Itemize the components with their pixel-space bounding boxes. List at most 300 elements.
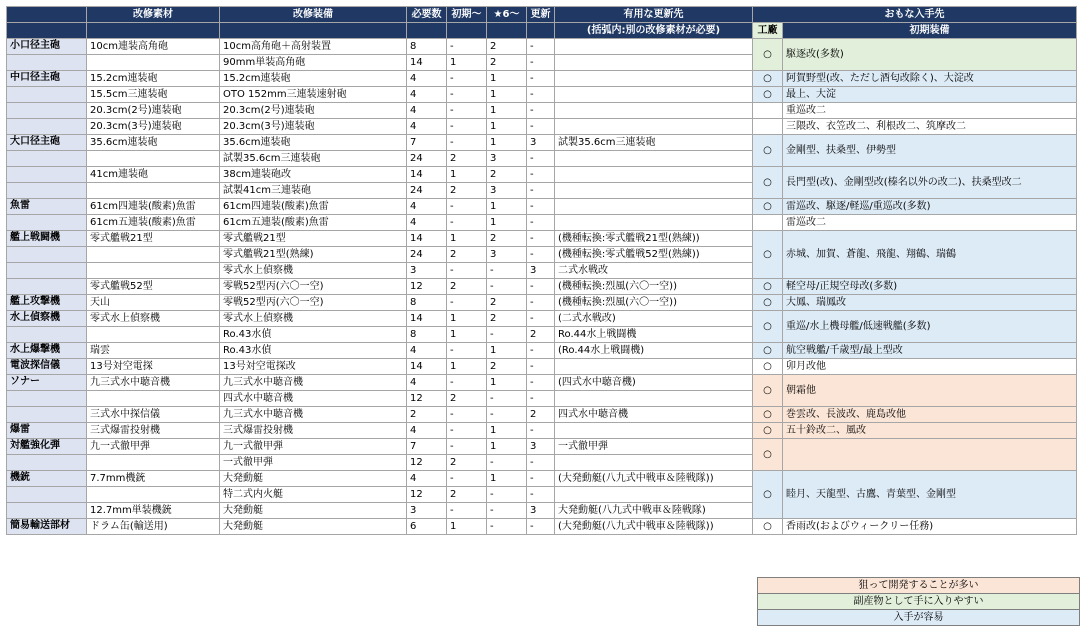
cell-category: 対艦強化弾 — [7, 439, 87, 455]
table-row — [7, 439, 1077, 455]
header-star6: ★6～ — [487, 7, 527, 23]
cell-source: 三隈改、衣笠改二、利根改二、筑摩改二 — [783, 119, 1077, 135]
cell-material: 九一式徹甲弾 — [87, 439, 220, 455]
cell-source: 赤城、加賀、蒼龍、飛龍、翔鶴、瑞鶴 — [783, 231, 1077, 279]
cell-update: - — [527, 215, 555, 231]
cell-initial: - — [447, 215, 487, 231]
cell-required: 24 — [407, 151, 447, 167]
table-row — [7, 471, 1077, 487]
legend-item: 副産物として手に入りやすい — [758, 594, 1080, 610]
cell-factory-mark: ○ — [753, 231, 783, 279]
remodel-table — [6, 6, 1077, 535]
cell-category — [7, 119, 87, 135]
table-row — [7, 135, 1077, 151]
cell-equipment: 試製35.6cm三連装砲 — [220, 151, 407, 167]
header-blank — [7, 7, 87, 23]
table-row — [7, 71, 1077, 87]
cell-star6: 3 — [487, 247, 527, 263]
cell-required: 4 — [407, 423, 447, 439]
cell-initial: - — [447, 375, 487, 391]
cell-update: - — [527, 87, 555, 103]
cell-update: - — [527, 231, 555, 247]
cell-source — [783, 439, 1077, 471]
cell-update: - — [527, 455, 555, 471]
cell-useful: (Ro.44水上戦闘機) — [555, 343, 753, 359]
cell-initial: 2 — [447, 455, 487, 471]
cell-equipment: 90mm単装高角砲 — [220, 55, 407, 71]
cell-initial: - — [447, 263, 487, 279]
cell-category — [7, 247, 87, 263]
cell-factory-mark: ○ — [753, 311, 783, 343]
cell-equipment: 零式艦戦21型 — [220, 231, 407, 247]
cell-equipment: 38cm連装砲改 — [220, 167, 407, 183]
cell-initial: - — [447, 71, 487, 87]
cell-useful — [555, 359, 753, 375]
cell-required: 14 — [407, 167, 447, 183]
cell-category — [7, 455, 87, 471]
cell-update: 2 — [527, 327, 555, 343]
header-blank-6 — [447, 23, 487, 39]
header-blank-3 — [87, 23, 220, 39]
cell-factory-mark — [753, 215, 783, 231]
cell-category — [7, 151, 87, 167]
cell-equipment: 零戦52型丙(六〇一空) — [220, 279, 407, 295]
cell-star6: - — [487, 263, 527, 279]
legend-row — [758, 610, 1080, 626]
cell-material: 61cm四連装(酸素)魚雷 — [87, 199, 220, 215]
cell-useful — [555, 199, 753, 215]
cell-initial: - — [447, 199, 487, 215]
cell-useful — [555, 87, 753, 103]
cell-category — [7, 55, 87, 71]
cell-update: - — [527, 375, 555, 391]
cell-star6: 2 — [487, 167, 527, 183]
cell-equipment: 特二式内火艇 — [220, 487, 407, 503]
legend — [757, 577, 1080, 626]
cell-useful — [555, 151, 753, 167]
cell-initial: 2 — [447, 487, 487, 503]
cell-category: 艦上攻撃機 — [7, 295, 87, 311]
header-main-source: おもな入手先 — [753, 7, 1077, 23]
cell-update: 3 — [527, 135, 555, 151]
cell-required: 14 — [407, 55, 447, 71]
header-blank-5 — [407, 23, 447, 39]
header-blank-8 — [527, 23, 555, 39]
cell-source: 航空戦艦/千歳型/最上型改 — [783, 343, 1077, 359]
cell-useful: Ro.44水上戦闘機 — [555, 327, 753, 343]
cell-required: 4 — [407, 215, 447, 231]
cell-initial: 2 — [447, 279, 487, 295]
cell-useful: 大発動艇(八九式中戦車＆陸戦隊) — [555, 503, 753, 519]
cell-material — [87, 455, 220, 471]
cell-star6: 1 — [487, 215, 527, 231]
cell-material: 10cm連装高角砲 — [87, 39, 220, 55]
cell-required: 12 — [407, 391, 447, 407]
cell-equipment: 零戦52型丙(六〇一空) — [220, 295, 407, 311]
cell-equipment: 大発動艇 — [220, 503, 407, 519]
cell-initial: - — [447, 503, 487, 519]
cell-update: - — [527, 423, 555, 439]
cell-category: 機銃 — [7, 471, 87, 487]
cell-initial: - — [447, 343, 487, 359]
cell-material: 三式水中探信儀 — [87, 407, 220, 423]
cell-useful — [555, 103, 753, 119]
cell-category — [7, 183, 87, 199]
cell-category — [7, 263, 87, 279]
cell-update: - — [527, 55, 555, 71]
cell-category — [7, 167, 87, 183]
cell-factory-mark: ○ — [753, 359, 783, 375]
cell-material — [87, 327, 220, 343]
cell-category: 魚雷 — [7, 199, 87, 215]
header-blank-4 — [220, 23, 407, 39]
cell-required: 4 — [407, 343, 447, 359]
cell-source: 巻雲改、長波改、鹿島改他 — [783, 407, 1077, 423]
cell-useful — [555, 487, 753, 503]
cell-category — [7, 503, 87, 519]
cell-star6: 1 — [487, 439, 527, 455]
cell-equipment: 61cm四連装(酸素)魚雷 — [220, 199, 407, 215]
cell-initial: - — [447, 135, 487, 151]
table-row — [7, 519, 1077, 535]
cell-required: 14 — [407, 311, 447, 327]
cell-category — [7, 215, 87, 231]
header-update: 更新 — [527, 7, 555, 23]
cell-factory-mark: ○ — [753, 423, 783, 439]
cell-initial: 2 — [447, 391, 487, 407]
cell-useful — [555, 423, 753, 439]
cell-useful — [555, 119, 753, 135]
cell-factory-mark: ○ — [753, 439, 783, 471]
cell-source: 重巡/水上機母艦/低速戦艦(多数) — [783, 311, 1077, 343]
header-blank-2 — [7, 23, 87, 39]
cell-material: 41cm連装砲 — [87, 167, 220, 183]
cell-update: - — [527, 279, 555, 295]
cell-initial: - — [447, 423, 487, 439]
cell-star6: 1 — [487, 71, 527, 87]
cell-useful: 二式水戦改 — [555, 263, 753, 279]
table-row — [7, 311, 1077, 327]
cell-factory-mark: ○ — [753, 135, 783, 167]
table-row — [7, 375, 1077, 391]
cell-update: - — [527, 167, 555, 183]
cell-required: 4 — [407, 71, 447, 87]
cell-source: 大鳳、瑞鳳改 — [783, 295, 1077, 311]
legend-row — [758, 594, 1080, 610]
cell-update: - — [527, 519, 555, 535]
cell-category — [7, 103, 87, 119]
table-row — [7, 423, 1077, 439]
header-initial: 初期～ — [447, 7, 487, 23]
cell-category — [7, 279, 87, 295]
cell-equipment: Ro.43水偵 — [220, 327, 407, 343]
cell-category — [7, 391, 87, 407]
cell-category — [7, 487, 87, 503]
cell-category: 中口径主砲 — [7, 71, 87, 87]
cell-update: - — [527, 183, 555, 199]
table-row — [7, 87, 1077, 103]
cell-material: 九三式水中聴音機 — [87, 375, 220, 391]
cell-initial: 2 — [447, 183, 487, 199]
cell-star6: 2 — [487, 39, 527, 55]
cell-initial: - — [447, 103, 487, 119]
cell-source: 雷巡改二 — [783, 215, 1077, 231]
table-row — [7, 359, 1077, 375]
cell-source: 朝霜他 — [783, 375, 1077, 407]
cell-useful — [555, 55, 753, 71]
cell-material: 7.7mm機銃 — [87, 471, 220, 487]
cell-star6: 2 — [487, 295, 527, 311]
cell-useful — [555, 71, 753, 87]
cell-update: - — [527, 343, 555, 359]
cell-useful — [555, 455, 753, 471]
cell-required: 4 — [407, 471, 447, 487]
cell-required: 4 — [407, 199, 447, 215]
cell-material: 15.2cm連装砲 — [87, 71, 220, 87]
cell-useful: 四式水中聴音機 — [555, 407, 753, 423]
cell-equipment: 一式徹甲弾 — [220, 455, 407, 471]
table-row — [7, 119, 1077, 135]
cell-factory-mark: ○ — [753, 519, 783, 535]
cell-update: - — [527, 103, 555, 119]
cell-initial: - — [447, 471, 487, 487]
cell-useful — [555, 215, 753, 231]
cell-source: 五十鈴改二、風改 — [783, 423, 1077, 439]
cell-required: 12 — [407, 455, 447, 471]
cell-star6: 2 — [487, 231, 527, 247]
cell-star6: 3 — [487, 183, 527, 199]
cell-material: 三式爆雷投射機 — [87, 423, 220, 439]
cell-material: 13号対空電探 — [87, 359, 220, 375]
cell-star6: 1 — [487, 375, 527, 391]
cell-required: 4 — [407, 87, 447, 103]
cell-star6: 2 — [487, 55, 527, 71]
cell-update: 3 — [527, 503, 555, 519]
cell-initial: 1 — [447, 311, 487, 327]
cell-useful: (機種転換:烈風(六〇一空)) — [555, 295, 753, 311]
cell-required: 12 — [407, 279, 447, 295]
cell-material: 零式水上偵察機 — [87, 311, 220, 327]
cell-source: 香雨改(およびウィークリー任務) — [783, 519, 1077, 535]
cell-useful: (二式水戦改) — [555, 311, 753, 327]
header-useful-line1: 有用な更新先 — [623, 8, 684, 20]
table-row — [7, 215, 1077, 231]
cell-update: - — [527, 39, 555, 55]
cell-star6: - — [487, 279, 527, 295]
cell-star6: 2 — [487, 311, 527, 327]
cell-useful — [555, 39, 753, 55]
cell-initial: - — [447, 295, 487, 311]
cell-material: 61cm五連装(酸素)魚雷 — [87, 215, 220, 231]
cell-factory-mark: ○ — [753, 295, 783, 311]
header-blank-7 — [487, 23, 527, 39]
cell-update: - — [527, 247, 555, 263]
cell-useful: (大発動艇(八九式中戦車＆陸戦隊)) — [555, 519, 753, 535]
cell-factory-mark: ○ — [753, 39, 783, 71]
cell-update: - — [527, 487, 555, 503]
cell-category: ソナー — [7, 375, 87, 391]
cell-update: 3 — [527, 439, 555, 455]
cell-required: 8 — [407, 327, 447, 343]
cell-required: 2 — [407, 407, 447, 423]
cell-star6: - — [487, 407, 527, 423]
cell-required: 3 — [407, 263, 447, 279]
header-useful — [555, 7, 753, 23]
cell-update: - — [527, 71, 555, 87]
table-row — [7, 343, 1077, 359]
cell-update: - — [527, 119, 555, 135]
cell-equipment: OTO 152mm三連装速射砲 — [220, 87, 407, 103]
cell-equipment: 15.2cm連装砲 — [220, 71, 407, 87]
cell-star6: - — [487, 455, 527, 471]
cell-initial: 1 — [447, 359, 487, 375]
cell-material — [87, 247, 220, 263]
cell-equipment: 九三式水中聴音機 — [220, 375, 407, 391]
cell-required: 4 — [407, 375, 447, 391]
cell-update: - — [527, 359, 555, 375]
cell-update: 2 — [527, 407, 555, 423]
cell-update: 3 — [527, 263, 555, 279]
cell-source: 金剛型、扶桑型、伊勢型 — [783, 135, 1077, 167]
cell-initial: - — [447, 439, 487, 455]
cell-required: 24 — [407, 247, 447, 263]
cell-star6: 1 — [487, 135, 527, 151]
cell-category: 水上偵察機 — [7, 311, 87, 327]
table-row — [7, 231, 1077, 247]
cell-factory-mark: ○ — [753, 279, 783, 295]
cell-initial: - — [447, 39, 487, 55]
cell-equipment: 20.3cm(2号)連装砲 — [220, 103, 407, 119]
cell-star6: - — [487, 487, 527, 503]
cell-source: 長門型(改)、金剛型改(榛名以外の改二)、扶桑型改二 — [783, 167, 1077, 199]
cell-initial: 1 — [447, 167, 487, 183]
cell-material — [87, 391, 220, 407]
legend-item: 入手が容易 — [758, 610, 1080, 626]
cell-material — [87, 183, 220, 199]
table-row — [7, 295, 1077, 311]
cell-category: 水上爆撃機 — [7, 343, 87, 359]
cell-useful: (四式水中聴音機) — [555, 375, 753, 391]
cell-material — [87, 151, 220, 167]
cell-initial: - — [447, 119, 487, 135]
cell-material — [87, 263, 220, 279]
cell-material: 20.3cm(3号)連装砲 — [87, 119, 220, 135]
cell-factory-mark: ○ — [753, 375, 783, 407]
cell-useful: (機種転換:烈風(六〇一空)) — [555, 279, 753, 295]
cell-required: 6 — [407, 519, 447, 535]
cell-source: 雷巡改、駆逐/軽巡/重巡改(多数) — [783, 199, 1077, 215]
cell-useful: 一式徹甲弾 — [555, 439, 753, 455]
header-required: 必要数 — [407, 7, 447, 23]
table-row — [7, 103, 1077, 119]
cell-initial: 1 — [447, 327, 487, 343]
cell-update: - — [527, 199, 555, 215]
table-row — [7, 39, 1077, 55]
cell-star6: - — [487, 391, 527, 407]
header-equipment: 改修装備 — [220, 7, 407, 23]
cell-source: 睦月、天龍型、古鷹、青葉型、金剛型 — [783, 471, 1077, 519]
cell-star6: 2 — [487, 359, 527, 375]
cell-material — [87, 487, 220, 503]
cell-equipment: 大発動艇 — [220, 519, 407, 535]
cell-star6: - — [487, 503, 527, 519]
cell-useful: (機種転換:零式艦戦21型(熟練)) — [555, 231, 753, 247]
cell-material: 35.6cm連装砲 — [87, 135, 220, 151]
cell-category: 艦上戦闘機 — [7, 231, 87, 247]
cell-factory-mark: ○ — [753, 167, 783, 199]
cell-required: 3 — [407, 503, 447, 519]
table-row — [7, 199, 1077, 215]
cell-category: 爆雷 — [7, 423, 87, 439]
cell-category — [7, 327, 87, 343]
cell-factory-mark: ○ — [753, 343, 783, 359]
cell-equipment: 13号対空電探改 — [220, 359, 407, 375]
cell-initial: 1 — [447, 231, 487, 247]
cell-equipment: 三式爆雷投射機 — [220, 423, 407, 439]
table-body — [7, 39, 1077, 535]
table-row — [7, 279, 1077, 295]
cell-star6: 1 — [487, 119, 527, 135]
legend-body — [758, 578, 1080, 626]
cell-source: 卯月改他 — [783, 359, 1077, 375]
cell-material: 20.3cm(2号)連装砲 — [87, 103, 220, 119]
cell-useful: (大発動艇(八九式中戦車＆陸戦隊)) — [555, 471, 753, 487]
cell-update: - — [527, 295, 555, 311]
cell-equipment: 61cm五連装(酸素)魚雷 — [220, 215, 407, 231]
cell-source: 最上、大淀 — [783, 87, 1077, 103]
cell-material: 天山 — [87, 295, 220, 311]
cell-equipment: 20.3cm(3号)連装砲 — [220, 119, 407, 135]
cell-required: 14 — [407, 231, 447, 247]
cell-required: 4 — [407, 119, 447, 135]
cell-equipment: 九一式徹甲弾 — [220, 439, 407, 455]
cell-star6: - — [487, 519, 527, 535]
cell-factory-mark: ○ — [753, 407, 783, 423]
cell-category: 小口径主砲 — [7, 39, 87, 55]
cell-material: 瑞雲 — [87, 343, 220, 359]
cell-factory-mark — [753, 103, 783, 119]
header-useful-note: (括弧内:別の改修素材が必要) — [555, 23, 753, 39]
header-initial-equipment: 初期装備 — [783, 23, 1077, 39]
header-factory: 工廠 — [753, 23, 783, 39]
cell-required: 14 — [407, 359, 447, 375]
table-row — [7, 407, 1077, 423]
cell-category: 大口径主砲 — [7, 135, 87, 151]
cell-useful: 試製35.6cm三連装砲 — [555, 135, 753, 151]
cell-equipment: Ro.43水偵 — [220, 343, 407, 359]
cell-factory-mark: ○ — [753, 471, 783, 519]
cell-equipment: 試製41cm三連装砲 — [220, 183, 407, 199]
cell-star6: 1 — [487, 103, 527, 119]
cell-star6: 3 — [487, 151, 527, 167]
legend-row — [758, 578, 1080, 594]
cell-material — [87, 55, 220, 71]
cell-material: 12.7mm単装機銃 — [87, 503, 220, 519]
cell-material: 15.5cm三連装砲 — [87, 87, 220, 103]
cell-material: ドラム缶(輸送用) — [87, 519, 220, 535]
cell-material: 零式艦戦52型 — [87, 279, 220, 295]
cell-category — [7, 407, 87, 423]
cell-initial: 2 — [447, 151, 487, 167]
cell-initial: 1 — [447, 55, 487, 71]
cell-star6: 1 — [487, 343, 527, 359]
cell-equipment: 零式艦戦21型(熟練) — [220, 247, 407, 263]
cell-factory-mark: ○ — [753, 199, 783, 215]
cell-factory-mark: ○ — [753, 71, 783, 87]
cell-factory-mark: ○ — [753, 87, 783, 103]
cell-useful: (機種転換:零式艦戦52型(熟練)) — [555, 247, 753, 263]
cell-required: 8 — [407, 39, 447, 55]
